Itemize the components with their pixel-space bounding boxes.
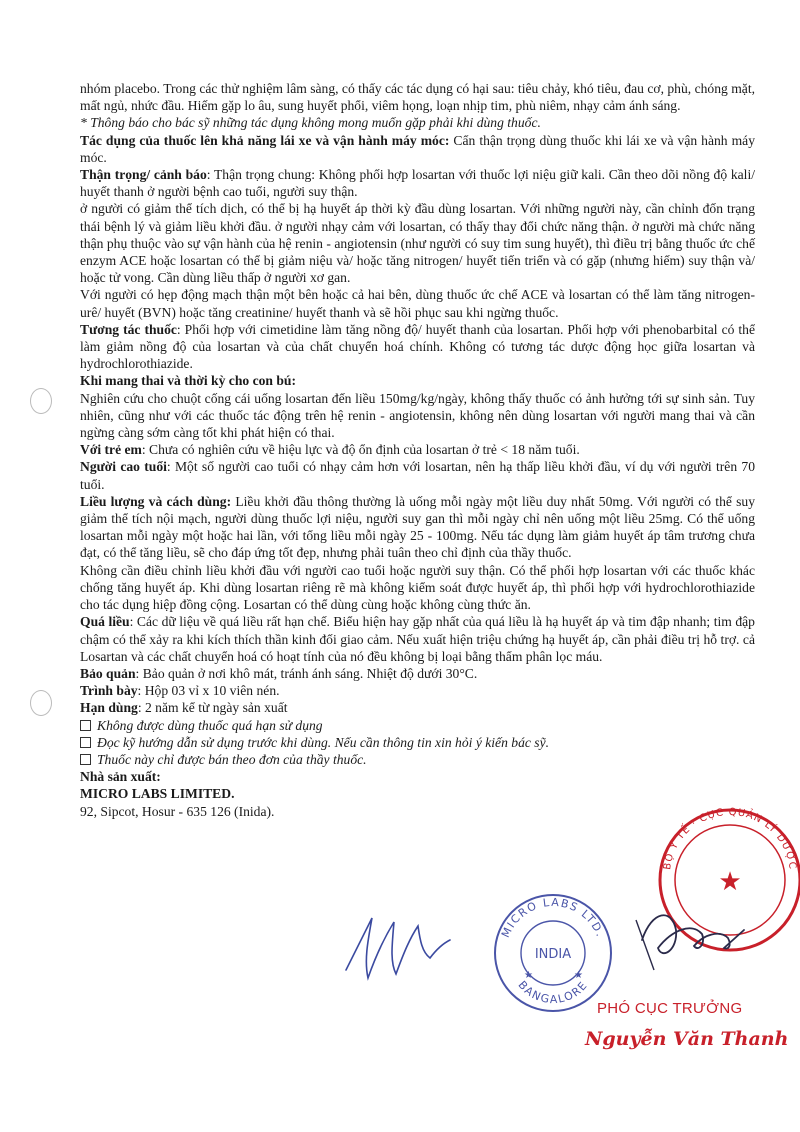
official-signature: [632, 900, 752, 990]
checkbox-line-1: Không được dùng thuốc quá hạn sử dụng: [80, 717, 755, 734]
shelf-life-section: Hạn dùng: 2 năm kể từ ngày sản xuất: [80, 700, 288, 716]
shelf-life-label: Hạn dùng: [80, 700, 138, 716]
punch-hole-bottom: [30, 690, 52, 716]
checkbox-line-3: Thuốc này chỉ được bán theo đơn của thầy thuốc.: [80, 751, 755, 768]
checkbox-icon: [80, 737, 91, 748]
interactions-section: Tương tác thuốc: Phối hợp với cimetidine làm tăng nồng độ/ huyết thanh của losartan. Phối hợp với phenobarbital có thể làm giảm nồng độ của losartan và của chất chuyển hoá chính. Không có tương tác dược động học giữa losartan và hydrochlorothiazide.: [80, 321, 755, 372]
checkbox-icon: [80, 754, 91, 765]
svg-text:BANGALORE: [515, 978, 590, 1006]
dosage-label: Liều lượng và cách dùng:: [80, 493, 232, 509]
adverse-effects-paragraph: nhóm placebo. Trong các thử nghiệm lâm sàng, có thấy các tác dụng có hại sau: tiêu chảy, khó tiêu, đau cơ, phù, chóng mặt, mất ngủ, nhức đầu. Hiếm gặp lo âu, sung huyết phổi, viêm họng, loạn nhịp tim, phù niêm, nhạy cảm ánh sáng.: [80, 81, 755, 114]
leaflet-body: [80, 80, 755, 820]
storage-label: Bảo quản: [80, 665, 136, 681]
pregnancy-heading: Khi mang thai và thời kỳ cho con bú:: [80, 373, 297, 389]
elderly-label: Người cao tuổi: [80, 459, 167, 475]
overdose-section: Quá liều: Các dữ liệu về quá liều rất hạn chế. Biểu hiện hay gặp nhất của quá liều là hạ huyết áp và tim đập nhanh; tim đập chậm có thể xảy ra khi kích thích thần kinh đối giao cảm. Nếu xuất hiện triệu chứng hạ huyết áp, cần phải điều trị hỗ trợ. cả Losartan và các chất chuyển hoá có hoạt tính của nó đều không bị loại bằng thẩm phân lọc máu.: [80, 614, 755, 664]
svg-text:BỘ Y TẾ · CỤC QUẢN LÝ DƯỢC: [662, 807, 798, 871]
renal-artery-paragraph: Với người có hẹp động mạch thận một bên hoặc cả hai bên, dùng thuốc ức chế ACE và losartan có thể làm tăng nitrogen-urê/ huyết (BVN) hoặc tăng creatinine/ huyết thanh và sẽ hồi phục sau khi ngừng thuốc.: [80, 287, 755, 320]
precautions-label: Thận trọng/ cảnh báo: [80, 167, 207, 183]
stamp-star-icon: ★: [574, 970, 583, 981]
driving-label: Tác dụng của thuốc lên khả năng lái xe và vận hành máy móc:: [80, 132, 450, 148]
children-section: Với trẻ em: Chưa có nghiên cứu về hiệu lực và độ ổn định của losartan ở trẻ < 18 năm tuổi.: [80, 442, 580, 458]
checkbox-icon: [80, 720, 91, 731]
precautions-detail: ở người có giảm thể tích dịch, có thể bị hạ huyết áp thời kỳ đầu dùng losartan. Với những người này, cần chỉnh đốn trạng thái bệnh lý và giảm liều khởi đầu. ở người nhạy cảm với losartan, có thấy thay đổi chức năng thận. ở người mà chức năng thận phụ thuộc vào sự vận hành của hệ renin - angiotensin (như người có suy tim sung huyết), thì điều trị bằng thuốc ức chế enzym ACE hoặc losartan có thể bị giảm niệu và/ hoặc tăng nitrogen/ huyết tiến triển và có gặp (nhưng hiếm) suy thận và/ hoặc tử vong. Cần dùng liều thấp ở người xơ gan.: [80, 201, 755, 286]
signatory-name: Nguyễn Văn Thanh: [585, 1028, 789, 1050]
adverse-notice: * Thông báo cho bác sỹ những tác dụng không mong muốn gặp phải khi dùng thuốc.: [80, 115, 541, 131]
manufacturer-name: MICRO LABS LIMITED.: [80, 786, 235, 802]
manufacturer-address: 92, Sipcot, Hosur - 635 126 (Inida).: [80, 803, 275, 819]
precautions-section: Thận trọng/ cảnh báo: Thận trọng chung: Không phối hợp losartan với thuốc lợi niệu giữ kali. Cần theo dõi nồng độ kali/ huyết thanh ở người bệnh cao tuổi, người suy thận.: [80, 167, 755, 200]
seal-text: BỘ Y TẾ · CỤC QUẢN LÝ DƯỢC: [662, 806, 798, 871]
company-stamp: [488, 888, 618, 1018]
svg-text:MICRO LABS LTD.: [499, 896, 607, 940]
overdose-label: Quá liều: [80, 614, 130, 630]
children-label: Với trẻ em: [80, 442, 142, 458]
manufacturer-label: Nhà sản xuất:: [80, 769, 161, 785]
elderly-section: Người cao tuổi: Một số người cao tuổi có nhạy cảm hơn với losartan, nên hạ thấp liều khởi đầu, ví dụ với người trên 70 tuổi.: [80, 459, 755, 492]
seal-star-icon: ★: [718, 867, 742, 896]
checkbox-line-2: Đọc kỹ hướng dẫn sử dụng trước khi dùng. Nếu cần thông tin xin hỏi ý kiến bác sỹ.: [80, 734, 755, 751]
pregnancy-paragraph: Nghiên cứu cho chuột cống cái uống losartan đến liều 150mg/kg/ngày, không thấy thuốc có ảnh hưởng tới sự sinh sản. Tuy nhiên, cũng như với các thuốc tác động trên hệ renin - angiotensin, không nên dùng losartan với người mang thai và cần ngừng càng sớm càng tốt khi phát hiện có thai.: [80, 390, 755, 441]
stamp-center-text: INDIA: [534, 947, 572, 962]
storage-section: Bảo quản: Bảo quản ở nơi khô mát, tránh ánh sáng. Nhiệt độ dưới 30°C.: [80, 665, 478, 681]
stamp-bottom-text: BANGALORE: [515, 978, 591, 1007]
presentation-section: Trình bày: Hộp 03 vỉ x 10 viên nén.: [80, 683, 280, 699]
dosage-detail: Không cần điều chỉnh liều khởi đầu với người cao tuổi hoặc người suy thận. Có thể phối hợp losartan với các thuốc khác chống tăng huyết áp. Khi dùng losartan riêng rẽ mà không kiểm soát được huyết áp, thì phối hợp với hydrochlorothiazide cho tác dụng hiệp đồng cộng. Losartan có thể dùng cùng hoặc không cùng thức ăn.: [80, 562, 755, 613]
dosage-section: Liều lượng và cách dùng: Liều khởi đầu thông thường là uống mỗi ngày một liều duy nhất 50mg. Với người có thể suy giảm thể tích nội mạch, người dùng thuốc lợi niệu, người suy gan thì mỗi ngày chỉ nên uống một liều 25mg. Có thể uống losartan mỗi ngày một hoặc hai lần, với tổng liều mỗi ngày 25 - 100mg. Nếu tác dụng làm giảm huyết áp tâm trương chưa đạt, có thể tăng liều, sẽ cho đáp ứng tốt đẹp, nhưng phải tuân theo chỉ định của thầy thuốc.: [80, 493, 756, 561]
punch-hole-top: [30, 388, 52, 414]
interactions-label: Tương tác thuốc: [80, 321, 177, 337]
stamp-star-icon: ★: [524, 970, 533, 981]
signatory-title: PHÓ CỤC TRƯỞNG: [597, 1000, 743, 1017]
manufacturer-signature: [338, 900, 458, 990]
stamp-top-text: MICRO LABS LTD.: [498, 895, 608, 940]
presentation-label: Trình bày: [80, 683, 138, 699]
driving-section: Tác dụng của thuốc lên khả năng lái xe và vận hành máy móc: Cẩn thận trọng dùng thuốc khi lái xe và vận hành máy móc.: [80, 132, 755, 165]
